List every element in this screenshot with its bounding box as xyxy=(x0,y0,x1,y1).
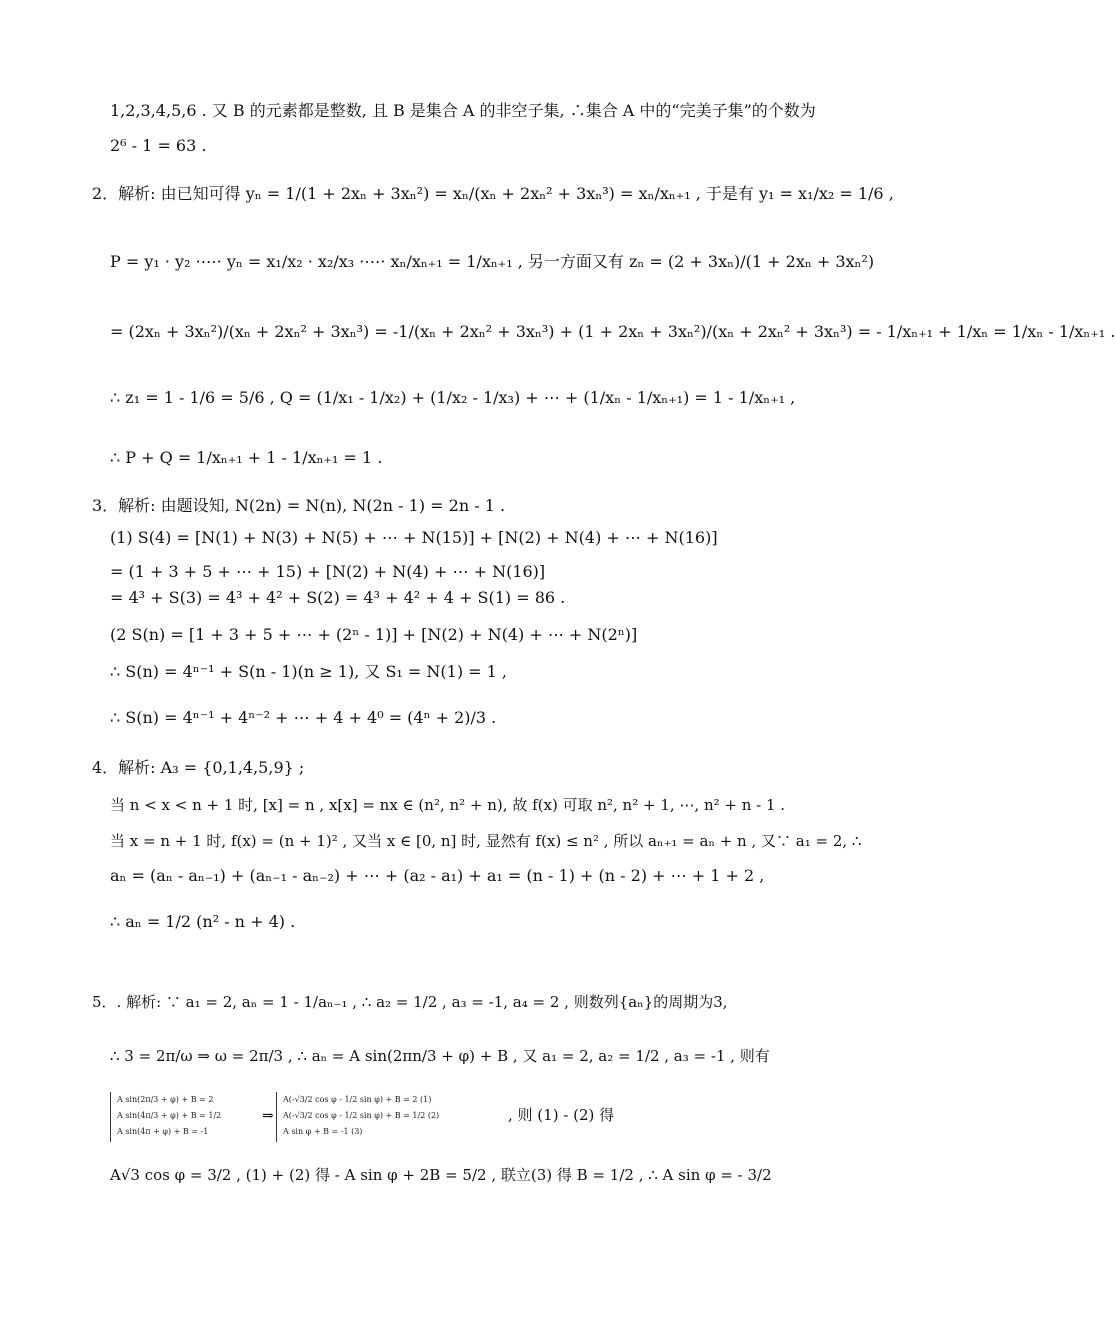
equation-line: A(-√3/2 cos φ - 1/2 sin φ) + B = 2 (1) xyxy=(283,1095,432,1104)
text-line: P = y₁ · y₂ ·⋯· yₙ = x₁/x₂ · x₂/x₃ ·⋯· xₙ/xₙ₊₁ = 1/xₙ₊₁ , 另一方面又有 zₙ = (2 + 3xₙ)/(1 + 2xₙ + 3xₙ²) xyxy=(110,252,875,271)
text-line: = (1 + 3 + 5 + ⋯ + 15) + [N(2) + N(4) + ⋯ + N(16)] xyxy=(110,562,546,581)
text-line: = (2xₙ + 3xₙ²)/(xₙ + 2xₙ² + 3xₙ³) = -1/(xₙ + 2xₙ² + 3xₙ³) + (1 + 2xₙ + 3xₙ²)/(xₙ + 2xₙ² + 3xₙ³) = - 1/xₙ₊₁ + 1/xₙ = 1/xₙ - 1/xₙ₊₁ . xyxy=(110,322,1115,341)
equation-line: A(-√3/2 cos φ - 1/2 sin φ) + B = 1/2 (2) xyxy=(283,1111,440,1120)
equation-line: A sin φ + B = -1 (3) xyxy=(283,1127,363,1136)
text-line: 当 x = n + 1 时, f(x) = (n + 1)² , 又当 x ∈ [0, n] 时, 显然有 f(x) ≤ n² , 所以 aₙ₊₁ = aₙ + n , 又∵ a₁ = 2, ∴ xyxy=(110,832,862,850)
text-line: (1) S(4) = [N(1) + N(3) + N(5) + ⋯ + N(15)] + [N(2) + N(4) + ⋯ + N(16)] xyxy=(110,528,718,547)
problem-2-line: 2．解析: 由已知可得 yₙ = 1/(1 + 2xₙ + 3xₙ²) = xₙ/(xₙ + 2xₙ² + 3xₙ³) = xₙ/xₙ₊₁ , 于是有 y₁ = x₁/x₂ = 1/6 , xyxy=(92,184,894,203)
equation-line: A sin(4π + φ) + B = -1 xyxy=(117,1127,209,1136)
text-line: ∴ aₙ = 1/2 (n² - n + 4) . xyxy=(110,912,296,931)
text-line: ∴ 3 = 2π/ω ⇒ ω = 2π/3 , ∴ aₙ = A sin(2πn/3 + φ) + B , 又 a₁ = 2, a₂ = 1/2 , a₃ = -1 , 则有 xyxy=(110,1047,770,1065)
text-line: ∴ P + Q = 1/xₙ₊₁ + 1 - 1/xₙ₊₁ = 1 . xyxy=(110,448,383,467)
problem-4-line: 4．解析: A₃ = {0,1,4,5,9} ; xyxy=(92,758,305,777)
equation-system-right xyxy=(276,1092,507,1142)
equation-system-left xyxy=(110,1092,261,1142)
text-line: = 4³ + S(3) = 4³ + 4² + S(2) = 4³ + 4² + 4 + S(1) = 86 . xyxy=(110,588,566,607)
text-line: 1,2,3,4,5,6 . 又 B 的元素都是整数, 且 B 是集合 A 的非空子集, ∴集合 A 中的“完美子集”的个数为 xyxy=(110,101,816,120)
text-line: ∴ S(n) = 4ⁿ⁻¹ + 4ⁿ⁻² + ⋯ + 4 + 4⁰ = (4ⁿ + 2)/3 . xyxy=(110,708,497,727)
text-line: aₙ = (aₙ - aₙ₋₁) + (aₙ₋₁ - aₙ₋₂) + ⋯ + (a₂ - a₁) + a₁ = (n - 1) + (n - 2) + ⋯ + 1 + 2 , xyxy=(110,866,765,885)
implies-arrow-icon: ⇒ xyxy=(262,1108,274,1124)
text-line: (2 S(n) = [1 + 3 + 5 + ⋯ + (2ⁿ - 1)] + [N(2) + N(4) + ⋯ + N(2ⁿ)] xyxy=(110,625,638,644)
equation-line: A sin(4π/3 + φ) + B = 1/2 xyxy=(117,1111,222,1120)
equation-line: A sin(2π/3 + φ) + B = 2 xyxy=(117,1095,214,1104)
text-line: ∴ S(n) = 4ⁿ⁻¹ + S(n - 1)(n ≥ 1), 又 S₁ = N(1) = 1 , xyxy=(110,662,507,681)
text-line: 2⁶ - 1 = 63 . xyxy=(110,136,207,155)
text-line: ∴ z₁ = 1 - 1/6 = 5/6 , Q = (1/x₁ - 1/x₂) + (1/x₂ - 1/x₃) + ⋯ + (1/xₙ - 1/xₙ₊₁) = 1 - 1/xₙ₊₁ , xyxy=(110,388,796,407)
text-line: A√3 cos φ = 3/2 , (1) + (2) 得 - A sin φ + 2B = 5/2 , 联立(3) 得 B = 1/2 , ∴ A sin φ = - 3/2 xyxy=(110,1166,772,1184)
text-line: , 则 (1) - (2) 得 xyxy=(508,1106,615,1124)
text-line: 当 n < x < n + 1 时, [x] = n , x[x] = nx ∈ (n², n² + n), 故 f(x) 可取 n², n² + 1, ⋯, n² + n - 1 . xyxy=(110,796,786,814)
problem-5-line: 5．. 解析: ∵ a₁ = 2, aₙ = 1 - 1/aₙ₋₁ , ∴ a₂ = 1/2 , a₃ = -1, a₄ = 2 , 则数列{aₙ}的周期为3, xyxy=(92,993,728,1011)
problem-3-line: 3．解析: 由题设知, N(2n) = N(n), N(2n - 1) = 2n - 1 . xyxy=(92,496,506,515)
